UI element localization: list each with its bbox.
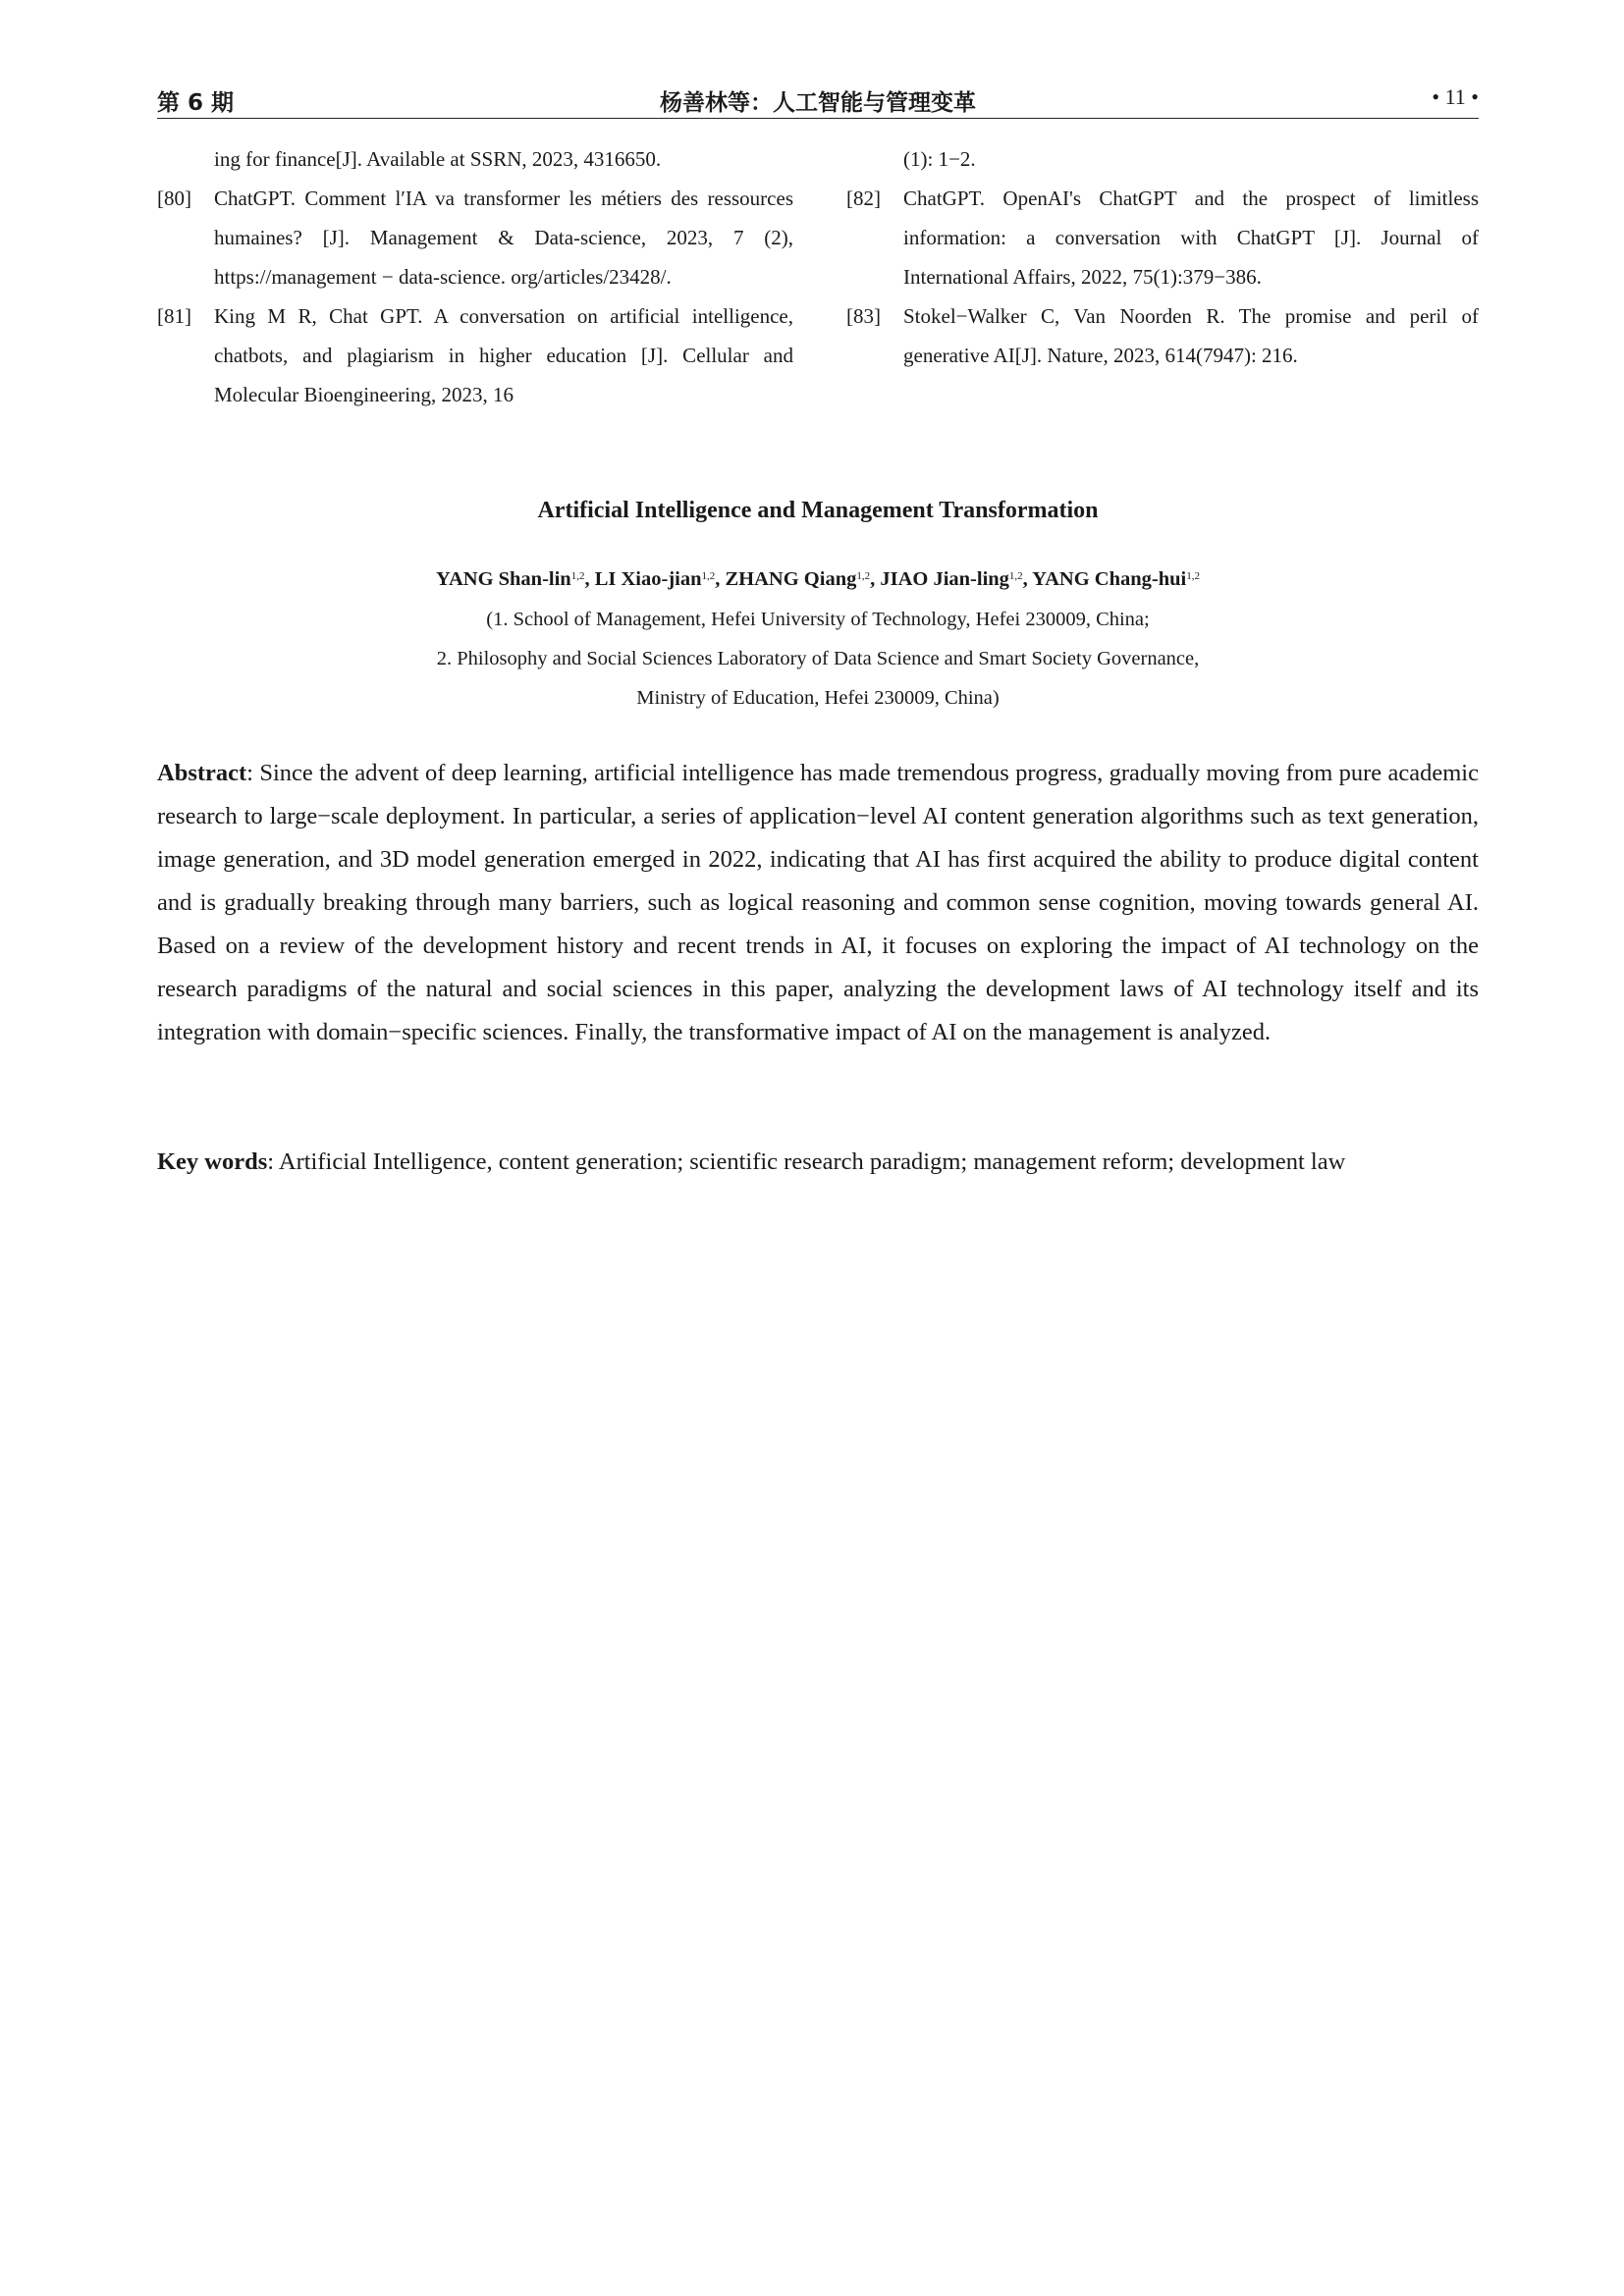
- keywords-text: Artificial Intelligence, content generation; scientific research paradigm; management reform; development law: [278, 1148, 1346, 1175]
- running-header: [157, 84, 1479, 119]
- issue-label: 第 6 期: [157, 90, 235, 116]
- reference-item: [846, 179, 1479, 296]
- author-affiliation-mark: 1,2: [1008, 570, 1023, 582]
- page-number: • 11 •: [1432, 84, 1479, 109]
- affiliation-line: Ministry of Education, Hefei 230009, China): [636, 687, 1000, 709]
- references-left-column: [157, 139, 793, 414]
- affiliation-line: (1. School of Management, Hefei University of Technology, Hefei 230009, China;: [486, 609, 1150, 630]
- author-affiliation-mark: 1,2: [701, 570, 716, 582]
- abstract-label: Abstract: [157, 760, 247, 786]
- reference-text: (1): 1−2.: [903, 147, 976, 171]
- keywords-separator: :: [267, 1148, 279, 1175]
- reference-text: King M R, Chat GPT. A conversation on artificial intelligence, chatbots, and plagiarism in higher education [J]. Cellular and Molecular Bioengineering, 2023, 16: [214, 304, 793, 406]
- author-name: JIAO Jian-ling: [880, 568, 1009, 590]
- reference-number: [83]: [846, 304, 881, 328]
- author-affiliation-mark: 1,2: [570, 570, 585, 582]
- reference-number: [81]: [157, 304, 191, 328]
- references-right-column: [846, 139, 1479, 375]
- reference-number: [82]: [846, 187, 881, 210]
- reference-item: [846, 139, 1479, 179]
- author-name: LI Xiao-jian: [594, 568, 702, 590]
- english-title: Artificial Intelligence and Management Transformation: [537, 498, 1099, 523]
- reference-text: Stokel−Walker C, Van Noorden R. The promise and peril of generative AI[J]. Nature, 2023, 614(7947): 216.: [903, 304, 1479, 367]
- author-name: YANG Shan-lin: [436, 568, 571, 590]
- keywords-label: Key words: [157, 1148, 268, 1175]
- reference-item: [846, 296, 1479, 375]
- author-affiliation-mark: 1,2: [856, 570, 871, 582]
- affiliation-line: 2. Philosophy and Social Sciences Laboratory of Data Science and Smart Society Governance,: [436, 648, 1200, 669]
- author-name: ZHANG Qiang: [725, 568, 857, 590]
- abstract-text: Since the advent of deep learning, artificial intelligence has made tremendous progress, gradually moving from pure academic research to large−scale deployment. In particular, a series of application−level AI content generation algorithms such as text generation, image generation, and 3D model generation emerged in 2022, indicating that AI has first acquired the ability to produce digital content and is gradually breaking through many barriers, such as logical reasoning and common sense cognition, moving towards general AI. Based on a review of the development history and recent trends in AI, it focuses on exploring the impact of AI technology on the research paradigms of the natural and social sciences in this paper, analyzing the development laws of AI technology itself and its integration with domain−specific sciences. Finally, the transformative impact of AI on the management is analyzed.: [157, 760, 1479, 1045]
- author-list: YANG Shan-lin$^{1,2}$, LI Xiao-jian$^{1,2}$, ZHANG Qiang$^{1,2}$, JIAO Jian-ling$^{1,2}$, YANG Chang-hui$^{1,2}$: [436, 568, 1200, 590]
- abstract-separator: :: [246, 760, 260, 786]
- reference-number: [80]: [157, 187, 191, 210]
- reference-item: [157, 296, 793, 414]
- author-affiliation-mark: 1,2: [1186, 570, 1200, 582]
- abstract: [157, 752, 1479, 1054]
- reference-item: [157, 139, 793, 179]
- keywords: [157, 1141, 1479, 1184]
- reference-text: ing for finance[J]. Available at SSRN, 2023, 4316650.: [214, 147, 662, 171]
- running-title: 杨善林等：人工智能与管理变革: [660, 90, 976, 116]
- reference-text: ChatGPT. OpenAI's ChatGPT and the prospect of limitless information: a conversation with ChatGPT [J]. Journal of International Affairs, 2022, 75(1):379−386.: [903, 187, 1479, 289]
- author-name: YANG Chang-hui: [1032, 568, 1187, 590]
- reference-text: ChatGPT. Comment l′IA va transformer les métiers des ressources humaines? [J]. Management & Data-science, 2023, 7 (2), https://management − data-science. org/articles/23428/.: [214, 187, 793, 289]
- reference-item: [157, 179, 793, 296]
